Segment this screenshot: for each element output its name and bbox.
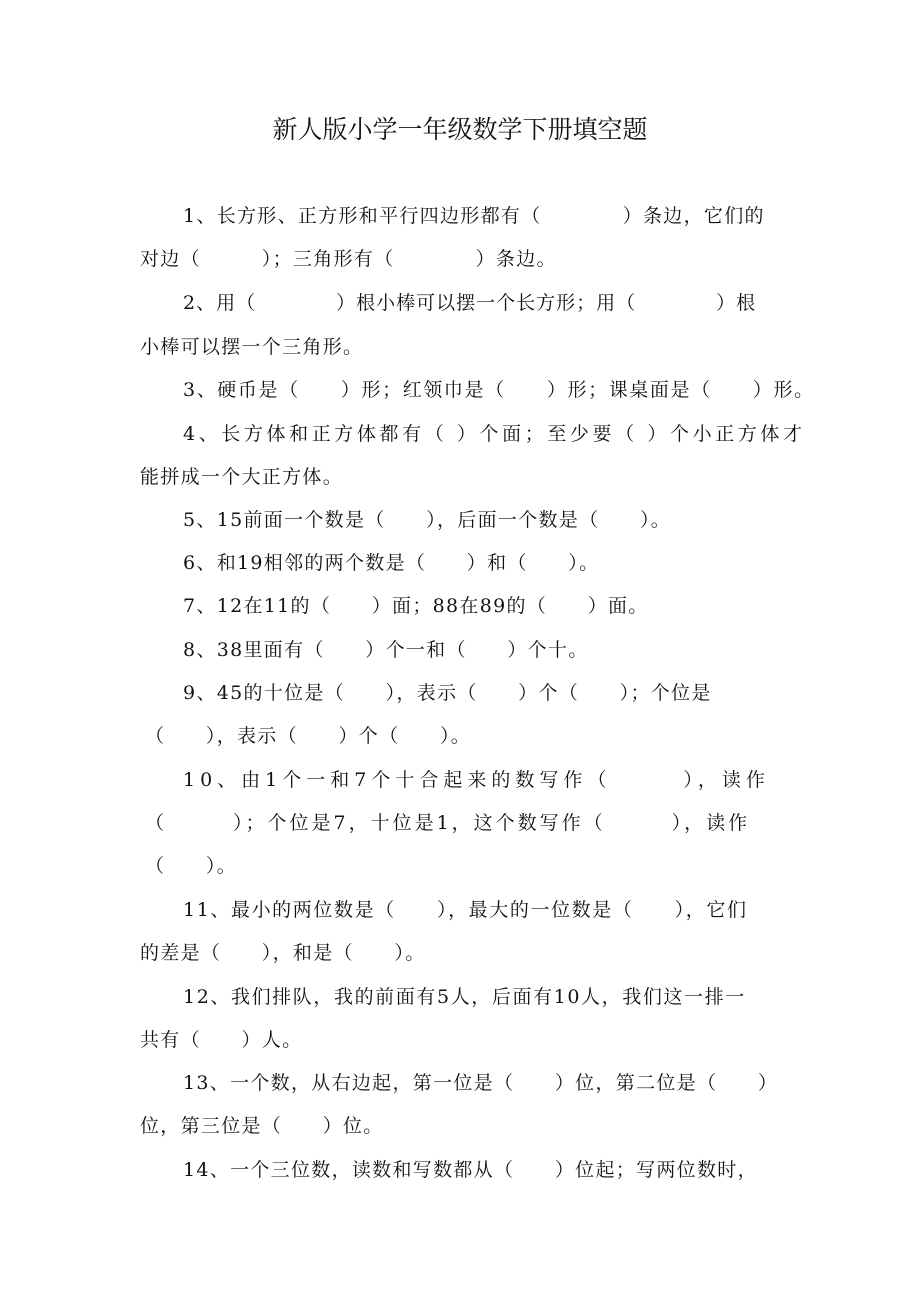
question-2-line-1: 2、用（ ）根小棒可以摆一个长方形；用（ ）根 [183, 292, 757, 314]
question-11-line-2: 的差是（ ），和是（ ）。 [140, 942, 426, 964]
page-title: 新人版小学一年级数学下册填空题 [272, 115, 648, 144]
question-10-line-3: （ ）。 [145, 855, 238, 877]
question-10-line-1: 10、由1个一和7个十合起来的数写作（ ），读作 [183, 769, 770, 791]
question-6-line-1: 6、和19相邻的两个数是（ ）和（ ）。 [183, 552, 600, 574]
question-12-line-1: 12、我们排队，我的前面有5人，后面有10人，我们这一排一 [183, 986, 746, 1008]
question-1-line-2: 对边（ ）；三角形有（ ）条边。 [140, 248, 557, 270]
question-11-line-1: 11、最小的两位数是（ ），最大的一位数是（ ），它们 [183, 899, 748, 921]
question-9-line-1: 9、45的十位是（ ），表示（ ）个（ ）；个位是 [183, 682, 712, 704]
question-14-line-1: 14、一个三位数，读数和写数都从（ ）位起；写两位数时， [183, 1159, 758, 1181]
question-8-line-1: 8、38里面有（ ）个一和（ ）个十。 [183, 639, 589, 661]
question-9-line-2: （ ），表示（ ）个（ ）。 [145, 725, 472, 747]
question-5-line-1: 5、15前面一个数是（ ），后面一个数是（ ）。 [183, 509, 672, 531]
question-3-line-1: 3、硬币是（ ）形；红领巾是（ ）形；课桌面是（ ）形。 [183, 379, 815, 401]
question-10-line-2: （ ）；个位是7，十位是1，这个数写作（ ），读作 [145, 812, 751, 834]
question-13-line-2: 位，第三位是（ ）位。 [140, 1115, 384, 1137]
question-13-line-1: 13、一个数，从右边起，第一位是（ ）位，第二位是（ ） [183, 1072, 779, 1094]
question-4-line-2: 能拼成一个大正方体。 [140, 466, 344, 488]
question-2-line-2: 小棒可以摆一个三角形。 [140, 336, 364, 358]
question-1-line-1: 1、长方形、正方形和平行四边形都有（ ）条边，它们的 [183, 205, 765, 227]
question-4-line-1: 4、长方体和正方体都有（ ）个面；至少要（ ）个小正方体才 [183, 423, 806, 445]
question-12-line-2: 共有（ ）人。 [140, 1029, 303, 1051]
question-7-line-1: 7、12在11的（ ）面；88在89的（ ）面。 [183, 595, 649, 617]
